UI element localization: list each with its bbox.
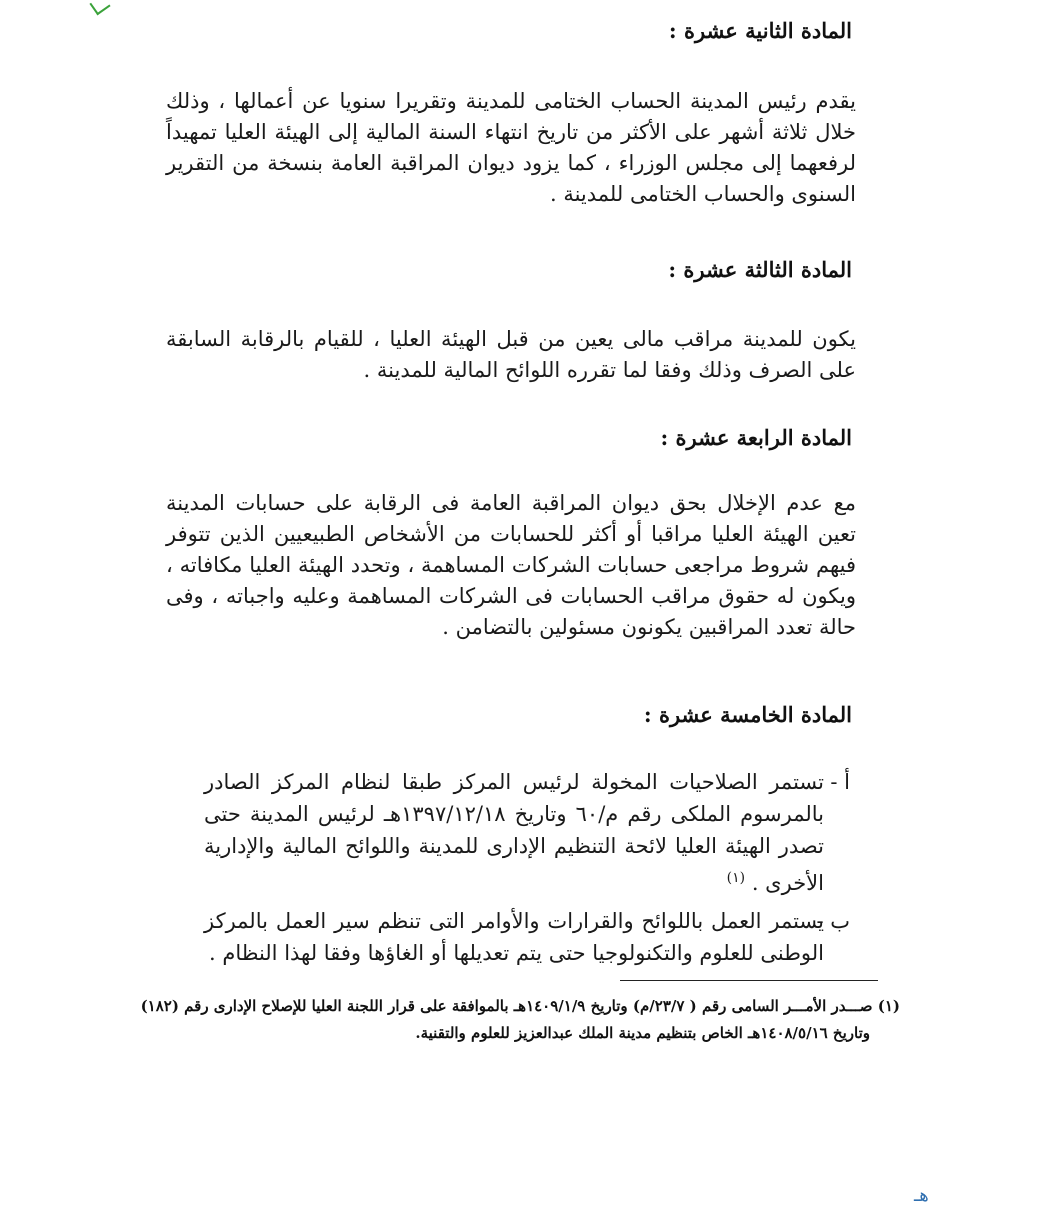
footnote-separator xyxy=(620,980,878,981)
footnote-reference: (١) xyxy=(726,870,746,886)
article-13-paragraph: يكون للمدينة مراقب مالى يعين من قبل الهيئة العليا ، للقيام بالرقابة السابقة على الصرف وذلك وفقا لما تقرره اللوائح المالية للمدينة . xyxy=(166,327,856,382)
page-letter: هـ xyxy=(914,1185,929,1206)
article-12-text xyxy=(166,86,856,210)
article-13-heading: المادة الثالثة عشرة : xyxy=(668,257,852,282)
article-15-heading: المادة الخامسة عشرة : xyxy=(643,702,852,727)
item-a-letter: أ - xyxy=(830,770,850,794)
item-a-text: تستمر الصلاحيات المخولة لرئيس المركز طبقا لنظام المركز الصادر بالمرسوم الملكى رقم م/٦٠ وتاريخ ١٣٩٧/١٢/١٨هـ لرئيس المدينة حتى تصدر الهيئة العليا لائحة التنظيم الإدارى للمدينة واللوائح المالية والإدارية الأخرى . xyxy=(204,770,824,895)
article-13-text xyxy=(166,324,856,386)
corner-check-mark xyxy=(89,0,110,15)
article-14-text xyxy=(166,488,856,643)
article-12-heading: المادة الثانية عشرة : xyxy=(668,18,852,43)
article-15-item-b xyxy=(204,905,850,969)
article-15-item-a xyxy=(204,766,850,899)
footnote-line-1: (١) صـــدر الأمـــر السامى رقم ( ٢٣/٧/م) وتاريخ ١٤٠٩/١/٩هـ بالموافقة على قرار اللجنة العليا للإصلاح الإدارى رقم (١٨٢) xyxy=(140,997,900,1015)
article-14-paragraph: مع عدم الإخلال بحق ديوان المراقبة العامة فى الرقابة على حسابات المدينة تعين الهيئة العليا مراقبا أو أكثر للحسابات من الأشخاص الطبيعيين الذين تتوفر فيهم شروط مراجعى حسابات الشركات المساهمة ، وتحدد الهيئة العليا مكافاته ، ويكون له حقوق مراقب الحسابات فى الشركات المساهمة وعليه واجباته ، وفى حالة تعدد المراقبين يكونون مسئولين بالتضامن . xyxy=(166,491,856,639)
item-b-letter: ب - xyxy=(816,909,850,933)
article-14-heading: المادة الرابعة عشرة : xyxy=(660,425,852,450)
article-12-paragraph: يقدم رئيس المدينة الحساب الختامى للمدينة وتقريرا سنويا عن أعمالها ، وذلك خلال ثلاثة أشهر على الأكثر من تاريخ انتهاء السنة المالية إلى الهيئة العليا تمهيداً لرفعهما إلى مجلس الوزراء ، كما يزود ديوان المراقبة العامة بنسخة من التقرير السنوى والحساب الختامى للمدينة . xyxy=(166,89,856,206)
footnote-line-2: وتاريخ ١٤٠٨/٥/١٦هـ الخاص بتنظيم مدينة الملك عبدالعزيز للعلوم والتقنية. xyxy=(415,1024,870,1042)
item-b-text: يستمر العمل باللوائح والقرارات والأوامر التى تنظم سير العمل بالمركز الوطنى للعلوم والتكنولوجيا حتى يتم تعديلها أو الغاؤها وفقا لهذا النظام . xyxy=(204,909,824,965)
